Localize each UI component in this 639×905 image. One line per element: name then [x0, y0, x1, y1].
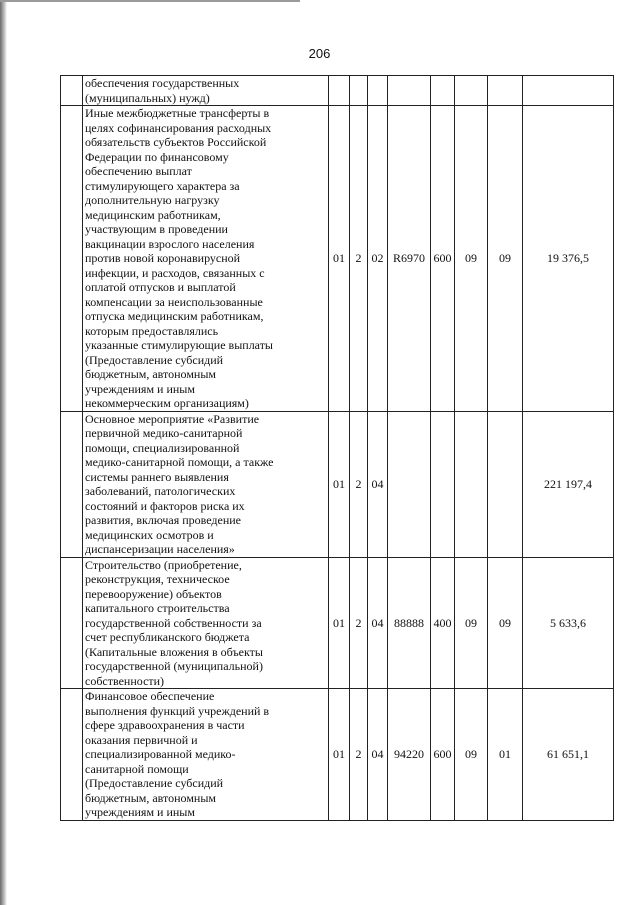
item-name-line: медицинских осмотров и [85, 527, 214, 542]
item-name-line: государственной собственности за [85, 615, 262, 630]
expense-type-code-cell [431, 411, 455, 557]
subprogram-code-cell: 2 [350, 557, 368, 689]
table-row [61, 689, 614, 821]
item-name-cell [83, 76, 329, 106]
amount-cell: 221 197,4 [523, 411, 614, 557]
item-name-line: оплатой отпусков и выплатой [85, 280, 236, 294]
item-name-cell [83, 557, 329, 689]
section-code-cell: 09 [455, 689, 488, 821]
item-name-line: учреждениям и иным [85, 381, 195, 396]
item-name-cell [83, 689, 329, 821]
program-code-cell: 01 [329, 557, 350, 689]
row-number-cell [61, 106, 83, 412]
event-code-cell: 04 [368, 411, 388, 557]
item-name-line: дополнительную нагрузку [85, 193, 220, 207]
expense-type-code-cell [431, 76, 455, 106]
row-number-cell [61, 689, 83, 821]
item-name-line: первичной медико-санитарной [85, 426, 243, 440]
item-name-line: против новой коронавирусной [85, 251, 241, 265]
row-number-cell [61, 411, 83, 557]
item-name-line: выполнения функций учреждений в [85, 703, 270, 718]
subsection-code-cell: 09 [488, 557, 523, 689]
event-code-cell: 04 [368, 557, 388, 689]
item-name-line: вакцинации взрослого населения [85, 236, 255, 251]
item-name-line: участвующим в проведении [85, 222, 228, 236]
item-name-line: Федерации по финансовому [85, 149, 229, 164]
item-name-line: капитального строительства [85, 601, 230, 615]
section-code-cell: 09 [455, 106, 488, 412]
program-code-cell: 01 [329, 689, 350, 821]
program-code-cell: 01 [329, 106, 350, 412]
amount-cell: 61 651,1 [523, 689, 614, 821]
section-code-cell [455, 411, 488, 557]
direction-code-cell: 94220 [388, 689, 431, 821]
section-code-cell [455, 76, 488, 106]
item-name-line: некоммерческим организациям) [85, 396, 249, 410]
item-name-line: компенсации за неиспользованные [85, 294, 263, 309]
item-name-line: отпуска медицинским работникам, [85, 309, 264, 323]
item-name-line: заболеваний, патологических [85, 484, 236, 498]
item-name-line: учреждениям и иным [85, 805, 195, 819]
event-code-cell: 04 [368, 689, 388, 821]
item-name-line: стимулирующего характера за [85, 178, 240, 193]
item-name-line: указанные стимулирующие выплаты [85, 338, 273, 352]
section-code-cell: 09 [455, 557, 488, 689]
direction-code-cell: R6970 [388, 106, 431, 412]
subprogram-code-cell [350, 76, 368, 106]
item-name-line: Финансовое обеспечение [85, 689, 215, 703]
expense-type-code-cell: 600 [431, 689, 455, 821]
subprogram-code-cell: 2 [350, 106, 368, 412]
item-name-line: специализированной медико- [85, 747, 236, 761]
direction-code-cell: 88888 [388, 557, 431, 689]
item-name-line: (Предоставление субсидий [85, 352, 224, 367]
item-name-line: сфере здравоохранения в части [85, 718, 245, 732]
item-name-line: Иные межбюджетные трансферты в [85, 106, 270, 120]
budget-table-body [61, 76, 614, 821]
item-name-line: развития, включая проведение [85, 513, 241, 527]
expense-type-code-cell: 600 [431, 106, 455, 412]
program-code-cell [329, 76, 350, 106]
direction-code-cell [388, 76, 431, 106]
item-name-line: оказания первичной и [85, 732, 198, 747]
item-name-line: (Капитальные вложения в объекты [85, 644, 263, 659]
item-name-cell [83, 106, 329, 412]
budget-table [60, 75, 614, 821]
item-name-line: обеспечению выплат [85, 164, 192, 178]
table-row [61, 106, 614, 412]
event-code-cell: 02 [368, 106, 388, 412]
table-row [61, 76, 614, 106]
item-name-line: помощи, специализированной [85, 440, 240, 455]
table-row [61, 411, 614, 557]
expense-type-code-cell: 400 [431, 557, 455, 689]
program-code-cell: 01 [329, 411, 350, 557]
item-name-line: медико-санитарной помощи, а также [85, 455, 274, 469]
direction-code-cell [388, 411, 431, 557]
item-name-line: (муниципальных) нужд) [85, 90, 210, 105]
item-name-line: собственности) [85, 673, 165, 688]
subprogram-code-cell: 2 [350, 689, 368, 821]
item-name-line: обеспечения государственных [85, 76, 240, 90]
event-code-cell [368, 76, 388, 106]
item-name-line: диспансеризации населения» [85, 542, 235, 556]
amount-cell [523, 76, 614, 106]
item-name-line: санитарной помощи [85, 761, 189, 776]
item-name-line: медицинским работникам, [85, 207, 221, 222]
item-name-line: реконструкция, техническое [85, 572, 230, 586]
item-name-line: государственной (муниципальной) [85, 659, 263, 673]
item-name-line: обязательств субъектов Российской [85, 135, 267, 149]
row-number-cell [61, 76, 83, 106]
item-name-line: счет республиканского бюджета [85, 630, 250, 644]
subsection-code-cell: 09 [488, 106, 523, 412]
item-name-line: инфекции, и расходов, связанных с [85, 265, 265, 280]
item-name-line: Строительство (приобретение, [85, 557, 242, 572]
item-name-line: системы раннего выявления [85, 469, 229, 484]
item-name-line: перевооружение) объектов [85, 586, 222, 601]
item-name-line: бюджетным, автономным [85, 790, 216, 805]
scan-shadow-edge [0, 0, 7, 905]
item-name-line: Основное мероприятие «Развитие [85, 411, 260, 426]
scan-top-line [0, 0, 300, 2]
subsection-code-cell [488, 76, 523, 106]
item-name-line: состояний и факторов риска их [85, 498, 245, 513]
item-name-line: целях софинансирования расходных [85, 120, 272, 135]
page-number: 206 [308, 46, 331, 61]
subsection-code-cell [488, 411, 523, 557]
item-name-line: (Предоставление субсидий [85, 776, 224, 790]
amount-cell: 19 376,5 [523, 106, 614, 412]
subsection-code-cell: 01 [488, 689, 523, 821]
item-name-line: бюджетным, автономным [85, 367, 216, 381]
table-row [61, 557, 614, 689]
subprogram-code-cell: 2 [350, 411, 368, 557]
item-name-line: которым предоставлялись [85, 323, 219, 338]
item-name-cell [83, 411, 329, 557]
amount-cell: 5 633,6 [523, 557, 614, 689]
row-number-cell [61, 557, 83, 689]
